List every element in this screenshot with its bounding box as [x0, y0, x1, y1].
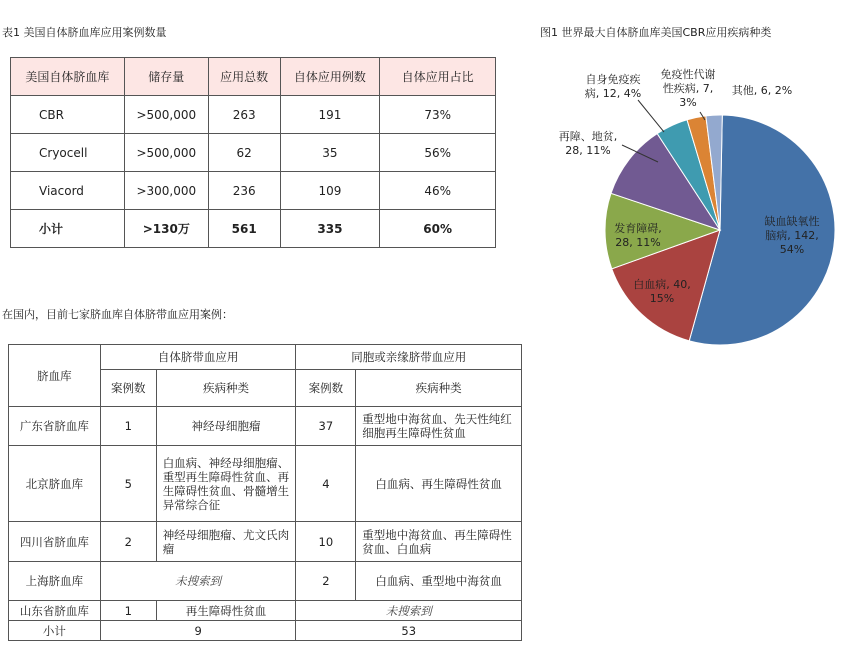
storage-value: >300,000	[124, 172, 208, 210]
storage-value: >500,000	[124, 96, 208, 134]
bank-name: 四川省脐血库	[9, 522, 101, 562]
table-row	[9, 446, 522, 522]
subtotal-row	[9, 621, 522, 641]
sib-not-found: 未搜索到	[296, 601, 522, 621]
table-row	[11, 96, 496, 134]
china-cord-blood-bank-table	[8, 344, 522, 641]
header-sib-cases: 案例数	[296, 370, 356, 407]
header-bank: 美国自体脐血库	[11, 58, 125, 96]
table-row	[9, 562, 522, 601]
sib-cases: 4	[296, 446, 356, 522]
bank-name: 广东省脐血库	[9, 407, 101, 446]
header-auto-disease: 疾病种类	[156, 370, 296, 407]
auto-diseases: 神经母细胞瘤	[156, 407, 296, 446]
auto-cases: 1	[100, 601, 156, 621]
bank-name: 北京脐血库	[9, 446, 101, 522]
figure1-caption: 图1 世界最大自体脐血库美国CBR应用疾病种类	[540, 26, 772, 39]
subtotal-auto: 9	[100, 621, 296, 641]
total-value: 263	[208, 96, 280, 134]
bank-name: Cryocell	[11, 134, 125, 172]
bank-name: 上海脐血库	[9, 562, 101, 601]
us-cord-blood-bank-table	[10, 57, 496, 248]
pie-slice-label: 发育障碍, 28, 11%	[614, 222, 662, 249]
sib-cases: 37	[296, 407, 356, 446]
header-total-applications: 应用总数	[208, 58, 280, 96]
table-row	[11, 172, 496, 210]
pie-slice-label: 免疫性代谢性疾病, 7, 3%	[660, 68, 716, 109]
table-row	[9, 601, 522, 621]
sib-cases: 10	[296, 522, 356, 562]
sib-diseases: 白血病、再生障碍性贫血	[356, 446, 522, 522]
header-storage: 储存量	[124, 58, 208, 96]
table-row	[11, 134, 496, 172]
autologous-cases-value: 35	[280, 134, 380, 172]
header-bank: 脐血库	[9, 345, 101, 407]
pie-slice-label: 其他, 6, 2%	[731, 84, 793, 97]
sib-diseases: 重型地中海贫血、再生障碍性贫血、白血病	[356, 522, 522, 562]
table1-caption: 表1 美国自体脐血库应用案例数量	[2, 26, 167, 39]
bank-name: 山东省脐血库	[9, 601, 101, 621]
sib-cases: 2	[296, 562, 356, 601]
table1-header-row	[11, 58, 496, 96]
header-autologous-ratio: 自体应用占比	[380, 58, 496, 96]
cbr-disease-pie-chart	[540, 50, 845, 355]
bank-name: CBR	[11, 96, 125, 134]
table-row	[9, 407, 522, 446]
autologous-cases-value: 191	[280, 96, 380, 134]
pie-slice-label: 缺血缺氧性脑病, 142, 54%	[764, 215, 820, 256]
autologous-ratio-value: 73%	[380, 96, 496, 134]
table2-header-row	[9, 345, 522, 370]
sib-diseases: 重型地中海贫血、先天性纯红细胞再生障碍性贫血	[356, 407, 522, 446]
pie-leader-line	[638, 100, 664, 132]
subtotal-label: 小计	[9, 621, 101, 641]
subtotal-total: 561	[208, 210, 280, 248]
subtotal-row	[11, 210, 496, 248]
subtotal-sib: 53	[296, 621, 522, 641]
china-intro-text: 在国内，目前七家脐血库自体脐带血应用案例：	[2, 308, 233, 321]
subtotal-label: 小计	[11, 210, 125, 248]
auto-diseases: 白血病、神经母细胞瘤、重型再生障碍性贫血、再生障碍性贫血、骨髓增生异常综合征	[156, 446, 296, 522]
bank-name: Viacord	[11, 172, 125, 210]
total-value: 236	[208, 172, 280, 210]
subtotal-autologous-ratio: 60%	[380, 210, 496, 248]
pie-slice-label: 自身免疫疾病, 12, 4%	[584, 73, 642, 100]
sib-diseases: 白血病、重型地中海贫血	[356, 562, 522, 601]
subtotal-autologous-cases: 335	[280, 210, 380, 248]
subtotal-storage: >130万	[124, 210, 208, 248]
total-value: 62	[208, 134, 280, 172]
header-auto-cases: 案例数	[100, 370, 156, 407]
autologous-ratio-value: 56%	[380, 134, 496, 172]
auto-cases: 5	[100, 446, 156, 522]
header-sib-disease: 疾病种类	[356, 370, 522, 407]
header-autologous: 自体脐带血应用	[100, 345, 296, 370]
auto-cases: 1	[100, 407, 156, 446]
pie-slice-label: 再障、地贫, 28, 11%	[558, 130, 618, 157]
header-autologous-cases: 自体应用例数	[280, 58, 380, 96]
auto-not-found: 未搜索到	[100, 562, 296, 601]
auto-cases: 2	[100, 522, 156, 562]
autologous-ratio-value: 46%	[380, 172, 496, 210]
storage-value: >500,000	[124, 134, 208, 172]
auto-diseases: 神经母细胞瘤、尤文氏肉瘤	[156, 522, 296, 562]
table-row	[9, 522, 522, 562]
header-sibling: 同胞或亲缘脐带血应用	[296, 345, 522, 370]
autologous-cases-value: 109	[280, 172, 380, 210]
auto-diseases: 再生障碍性贫血	[156, 601, 296, 621]
pie-slice-label: 白血病, 40, 15%	[633, 278, 691, 305]
